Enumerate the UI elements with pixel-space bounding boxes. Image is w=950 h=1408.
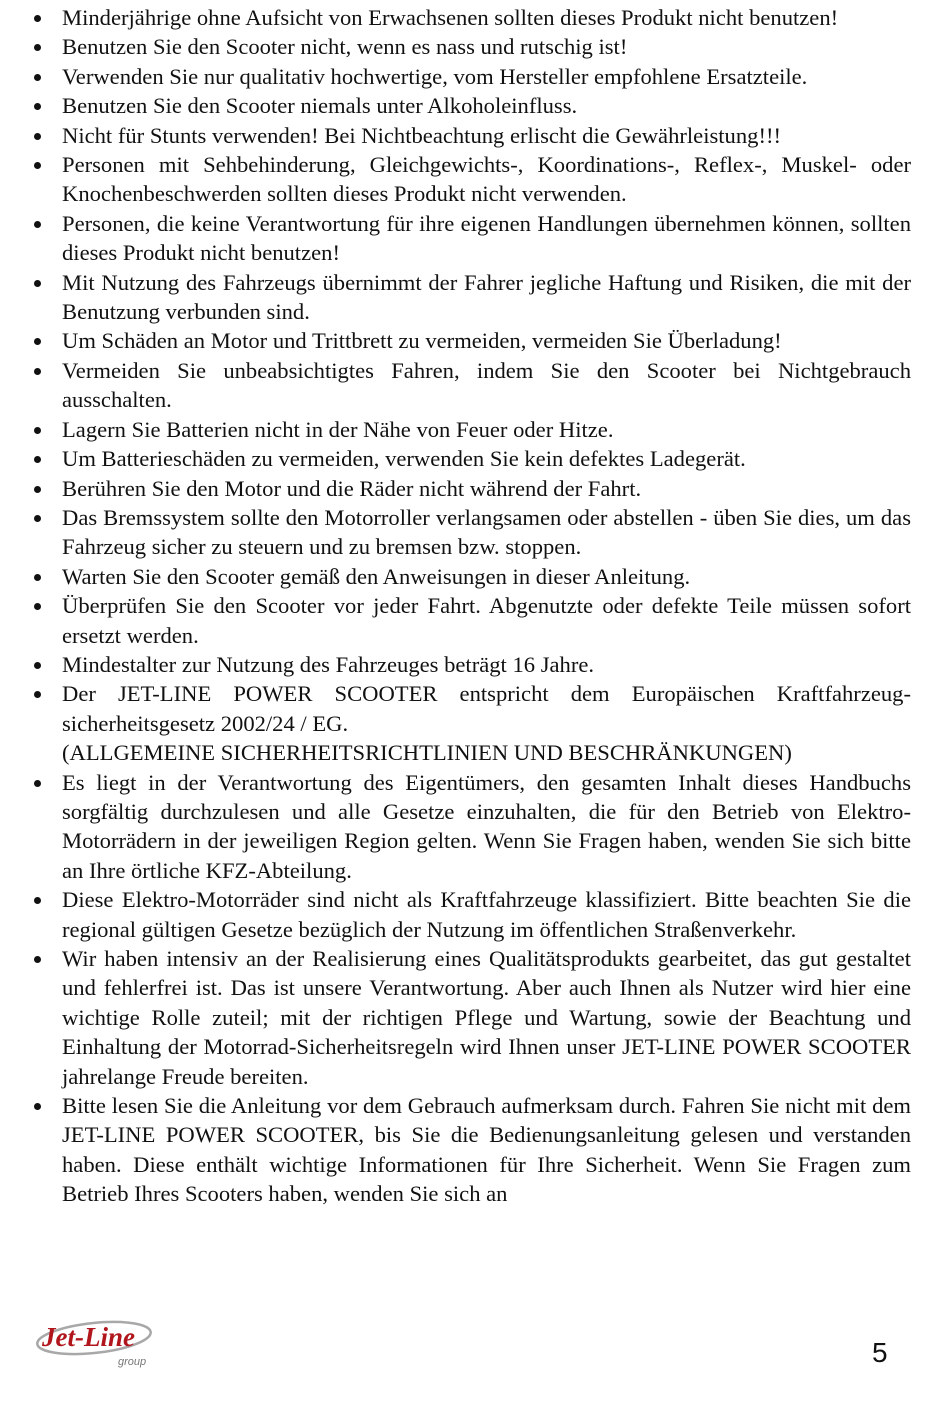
bullet-icon	[34, 515, 41, 522]
list-item-text: Mit Nutzung des Fahrzeugs übernimmt der Fahrer jegliche Haftung und Risiken, die mit der Benutzung verbunden sind.	[62, 269, 911, 325]
list-item	[34, 1091, 911, 1209]
bullet-icon	[34, 456, 41, 463]
list-item-text: Diese Elektro-Motorräder sind nicht als Kraftfahrzeuge klassifiziert. Bitte beachten Sie die regional gültigen Gesetze bezüglich der Nutzung im öffentlichen Straßenverkehr.	[62, 887, 911, 942]
list-item-text: Der JET-LINE POWER SCOOTER entspricht dem Europäischen Kraftfahrzeug-sicherheitsgesetz 2002/24 / EG.	[62, 681, 911, 736]
list-item	[34, 650, 911, 679]
list-item-text: Verwenden Sie nur qualitativ hochwertige, vom Hersteller empfohlene Ersatzteile.	[62, 63, 808, 89]
list-item-text: Personen mit Sehbehinderung, Gleichgewichts-, Koordinations-, Reflex-, Muskel- oder Knochenbeschwerden sollten dieses Produkt nicht verwenden.	[62, 152, 911, 207]
list-item	[34, 32, 911, 61]
list-item	[34, 121, 911, 150]
bullet-icon	[34, 691, 41, 698]
safety-instructions-list	[34, 3, 911, 1209]
list-item	[34, 591, 911, 650]
list-item-text: Das Bremssystem sollte den Motorroller verlangsamen oder abstellen - üben Sie dies, um das Fahrzeug sicher zu steuern und zu bremsen bzw. stoppen.	[62, 504, 911, 560]
list-item-text: Benutzen Sie den Scooter niemals unter Alkoholeinfluss.	[62, 93, 578, 119]
list-item-text: Nicht für Stunts verwenden! Bei Nichtbeachtung erlischt die Gewährleistung!!!	[62, 122, 782, 148]
list-item	[34, 3, 911, 32]
bullet-icon	[34, 338, 41, 345]
logo-subtext: group	[118, 1356, 147, 1368]
bullet-icon	[34, 486, 41, 493]
list-item	[34, 356, 911, 415]
list-item	[34, 444, 911, 473]
list-item-text: Warten Sie den Scooter gemäß den Anweisungen in dieser Anleitung.	[62, 563, 691, 589]
list-item-text: Um Batterieschäden zu vermeiden, verwenden Sie kein defektes Ladegerät.	[62, 446, 746, 472]
list-item-text: Es liegt in der Verantwortung des Eigentümers, den gesamten Inhalt dieses Handbuchs sorgfältig durchzulesen und alle Gesetze einzuhalten, die für den Betrieb von Elektro-Motorrädern in der jeweiligen Region gelten. Wenn Sie Fragen haben, wenden Sie sich bitte an Ihre örtliche KFZ-Abteilung.	[62, 769, 911, 883]
list-item	[34, 415, 911, 444]
list-item-text: Wir haben intensiv an der Realisierung eines Qualitätsprodukts gearbeitet, das gut gestaltet und fehlerfrei ist. Das ist unsere Verantwortung. Aber auch Ihnen als Nutzer wird hier eine wichtige Rolle zuteil; mit der richtigen Pflege und Wartung, sowie der Beachtung und Einhaltung der Motorrad-Sicherheitsregeln wird Ihnen unser JET-LINE POWER SCOOTER jahrelange Freude bereiten.	[62, 946, 911, 1089]
bullet-icon	[34, 574, 41, 581]
bullet-icon	[34, 103, 41, 110]
list-item-text: Benutzen Sie den Scooter nicht, wenn es nass und rutschig ist!	[62, 34, 628, 60]
list-item-text: Überprüfen Sie den Scooter vor jeder Fahrt. Abgenutzte oder defekte Teile müssen sofort ersetzt werden.	[62, 593, 911, 648]
list-item	[34, 268, 911, 327]
list-item-text: Vermeiden Sie unbeabsichtigtes Fahren, indem Sie den Scooter bei Nichtgebrauch ausschalten.	[62, 357, 911, 413]
list-item-text: Lagern Sie Batterien nicht in der Nähe von Feuer oder Hitze.	[62, 416, 614, 442]
list-item-subline: (ALLGEMEINE SICHERHEITSRICHTLINIEN UND BESCHRÄNKUNGEN)	[62, 740, 792, 766]
list-item	[34, 474, 911, 503]
list-item	[34, 91, 911, 120]
list-item-text: Bitte lesen Sie die Anleitung vor dem Gebrauch aufmerksam durch. Fahren Sie nicht mit dem JET-LINE POWER SCOOTER, bis Sie die Bedienungsanleitung gelesen und verstanden haben. Diese enthält wichtige Informationen für Ihre Sicherheit. Wenn Sie Fragen zum Betrieb Ihres Scooters haben, wenden Sie sich an	[62, 1093, 911, 1207]
logo-wordmark: Jet-Line	[42, 1322, 135, 1352]
bullet-icon	[34, 133, 41, 140]
list-item-text: Personen, die keine Verantwortung für ihre eigenen Handlungen übernehmen können, sollten dieses Produkt nicht benutzen!	[62, 210, 911, 266]
list-item	[34, 326, 911, 355]
page-number: 5	[872, 1337, 888, 1368]
list-item-text: Mindestalter zur Nutzung des Fahrzeuges beträgt 16 Jahre.	[62, 651, 595, 677]
list-item	[34, 944, 911, 1091]
bullet-icon	[34, 162, 41, 169]
bullet-icon	[34, 662, 41, 669]
bullet-icon	[34, 280, 41, 287]
list-item	[34, 885, 911, 944]
list-item	[34, 679, 911, 767]
list-item	[34, 62, 911, 91]
list-item	[34, 503, 911, 562]
list-item-text: Berühren Sie den Motor und die Räder nicht während der Fahrt.	[62, 475, 642, 501]
bullet-icon	[34, 74, 41, 81]
list-item-text: Um Schäden an Motor und Trittbrett zu vermeiden, vermeiden Sie Überladung!	[62, 328, 782, 354]
bullet-icon	[34, 368, 41, 375]
bullet-icon	[34, 780, 41, 787]
bullet-icon	[34, 15, 41, 22]
bullet-icon	[34, 221, 41, 228]
bullet-icon	[34, 603, 41, 610]
list-item	[34, 562, 911, 591]
bullet-icon	[34, 1103, 41, 1110]
bullet-icon	[34, 956, 41, 963]
jet-line-logo	[34, 1316, 158, 1372]
list-item-text: Minderjährige ohne Aufsicht von Erwachsenen sollten dieses Produkt nicht benutzen!	[62, 5, 839, 30]
bullet-icon	[34, 427, 41, 434]
list-item	[34, 768, 911, 886]
bullet-icon	[34, 44, 41, 51]
list-item	[34, 209, 911, 268]
bullet-icon	[34, 897, 41, 904]
list-item	[34, 150, 911, 209]
